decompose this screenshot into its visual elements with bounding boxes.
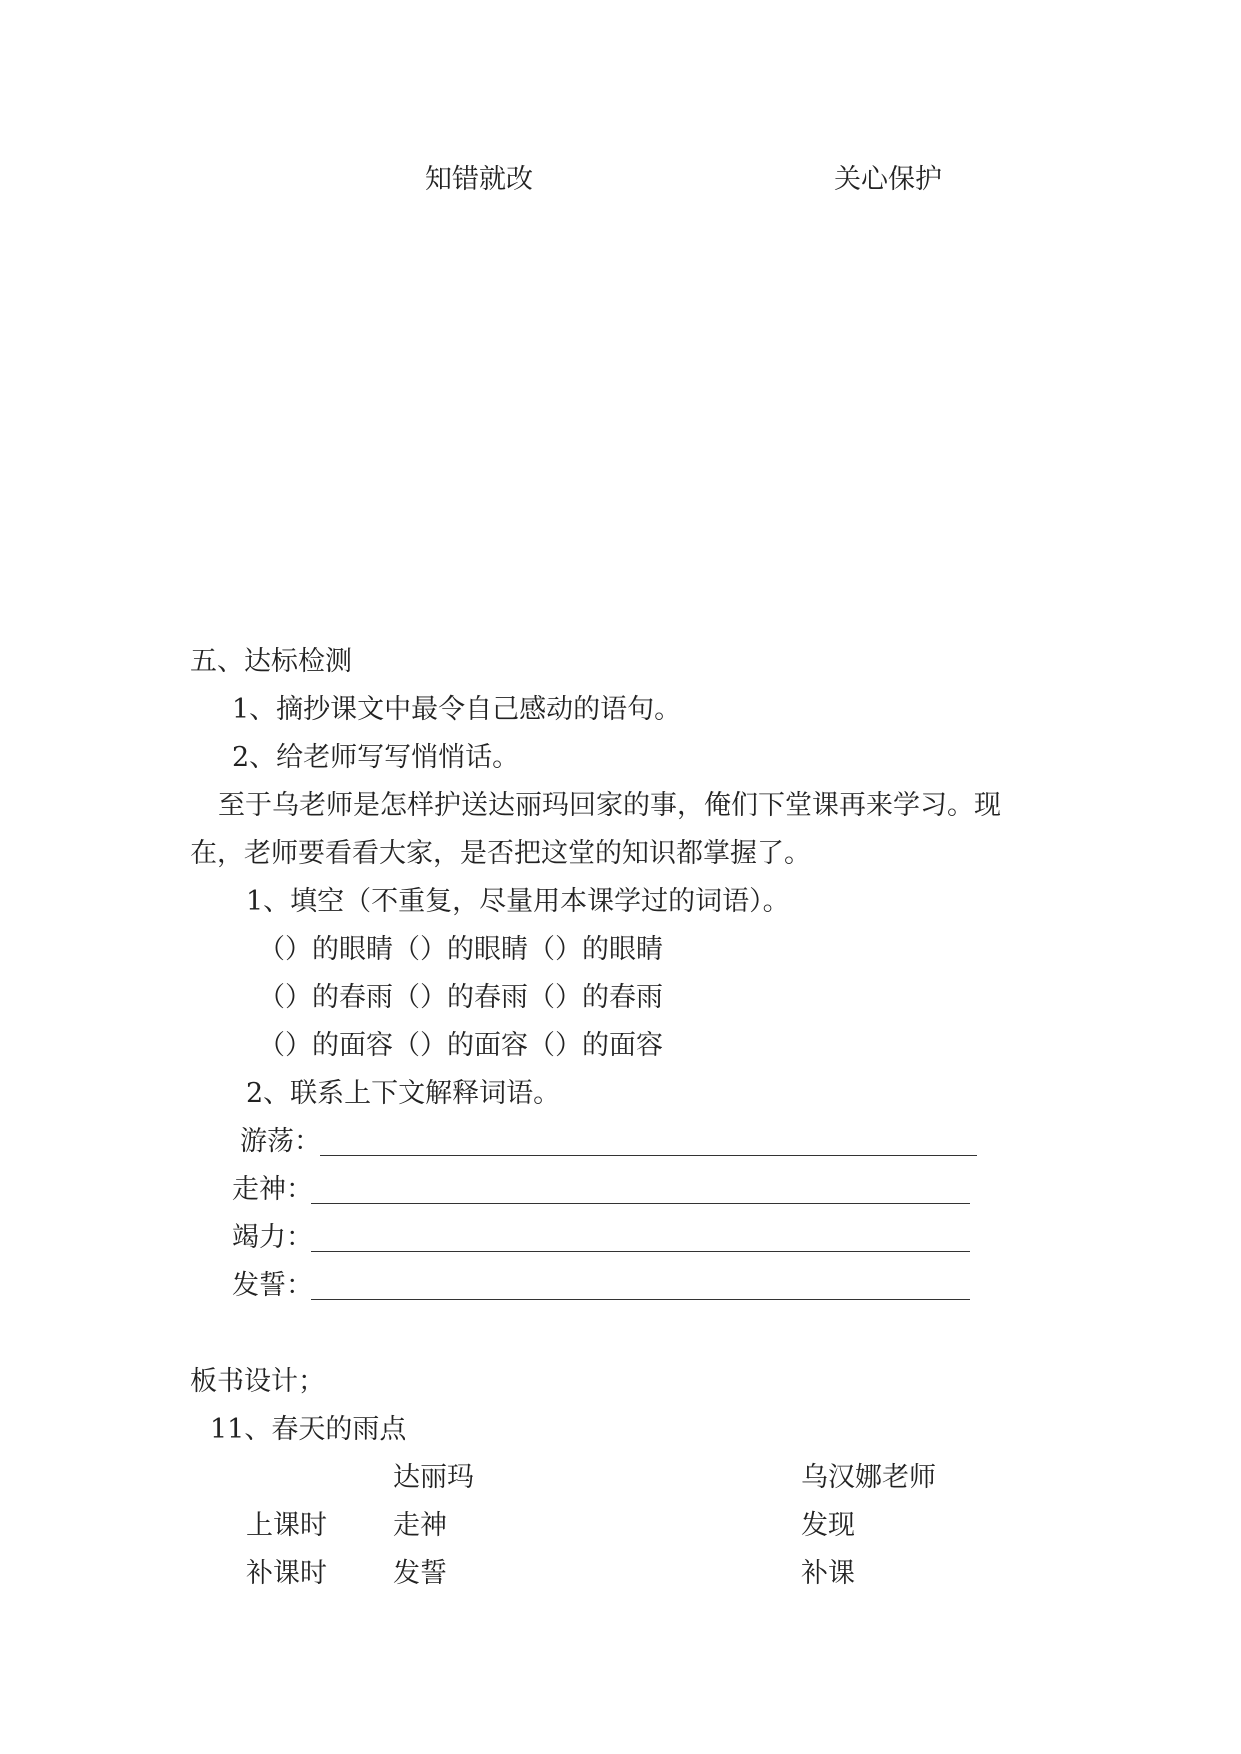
top-right-phrase: 关心保护 <box>834 164 942 195</box>
board-row-b: 发现 <box>801 1510 855 1541</box>
paragraph-line-2: 在，老师要看看大家，是否把这堂的知识都掌握了。 <box>190 838 811 869</box>
top-left-phrase: 知错就改 <box>425 164 533 195</box>
board-row-b: 补课 <box>801 1558 855 1589</box>
task-item-1: 1、摘抄课文中最令自己感动的语句。 <box>232 694 682 725</box>
board-col-a-header: 达丽玛 <box>393 1462 474 1493</box>
board-row-a: 走神 <box>393 1510 447 1541</box>
answer-line[interactable] <box>311 1299 970 1300</box>
word-label: 竭力： <box>232 1222 313 1253</box>
answer-line[interactable] <box>320 1155 977 1156</box>
board-row-label: 补课时 <box>246 1558 327 1589</box>
answer-line[interactable] <box>311 1203 970 1204</box>
fill-blank-row: （）的眼睛（）的眼睛（）的眼睛 <box>258 934 663 965</box>
word-label: 走神： <box>232 1174 313 1205</box>
board-col-b-header: 乌汉娜老师 <box>801 1462 936 1493</box>
board-row-a: 发誓 <box>393 1558 447 1589</box>
section-heading: 五、达标检测 <box>190 646 352 677</box>
paragraph-line-1: 至于乌老师是怎样护送达丽玛回家的事，俺们下堂课再来学习。现 <box>218 790 1001 821</box>
word-label: 游荡： <box>240 1126 321 1157</box>
lesson-title: 11、春天的雨点 <box>210 1414 407 1445</box>
word-label: 发誓： <box>232 1270 313 1301</box>
board-row-label: 上课时 <box>246 1510 327 1541</box>
answer-line[interactable] <box>311 1251 970 1252</box>
fill-blank-row: （）的面容（）的面容（）的面容 <box>258 1030 663 1061</box>
fill-blank-title: 1、填空（不重复，尽量用本课学过的词语）。 <box>246 886 790 917</box>
board-heading: 板书设计； <box>190 1366 325 1397</box>
task-item-2: 2、给老师写写悄悄话。 <box>232 742 520 773</box>
fill-blank-row: （）的春雨（）的春雨（）的春雨 <box>258 982 663 1013</box>
explain-title: 2、联系上下文解释词语。 <box>246 1078 561 1109</box>
